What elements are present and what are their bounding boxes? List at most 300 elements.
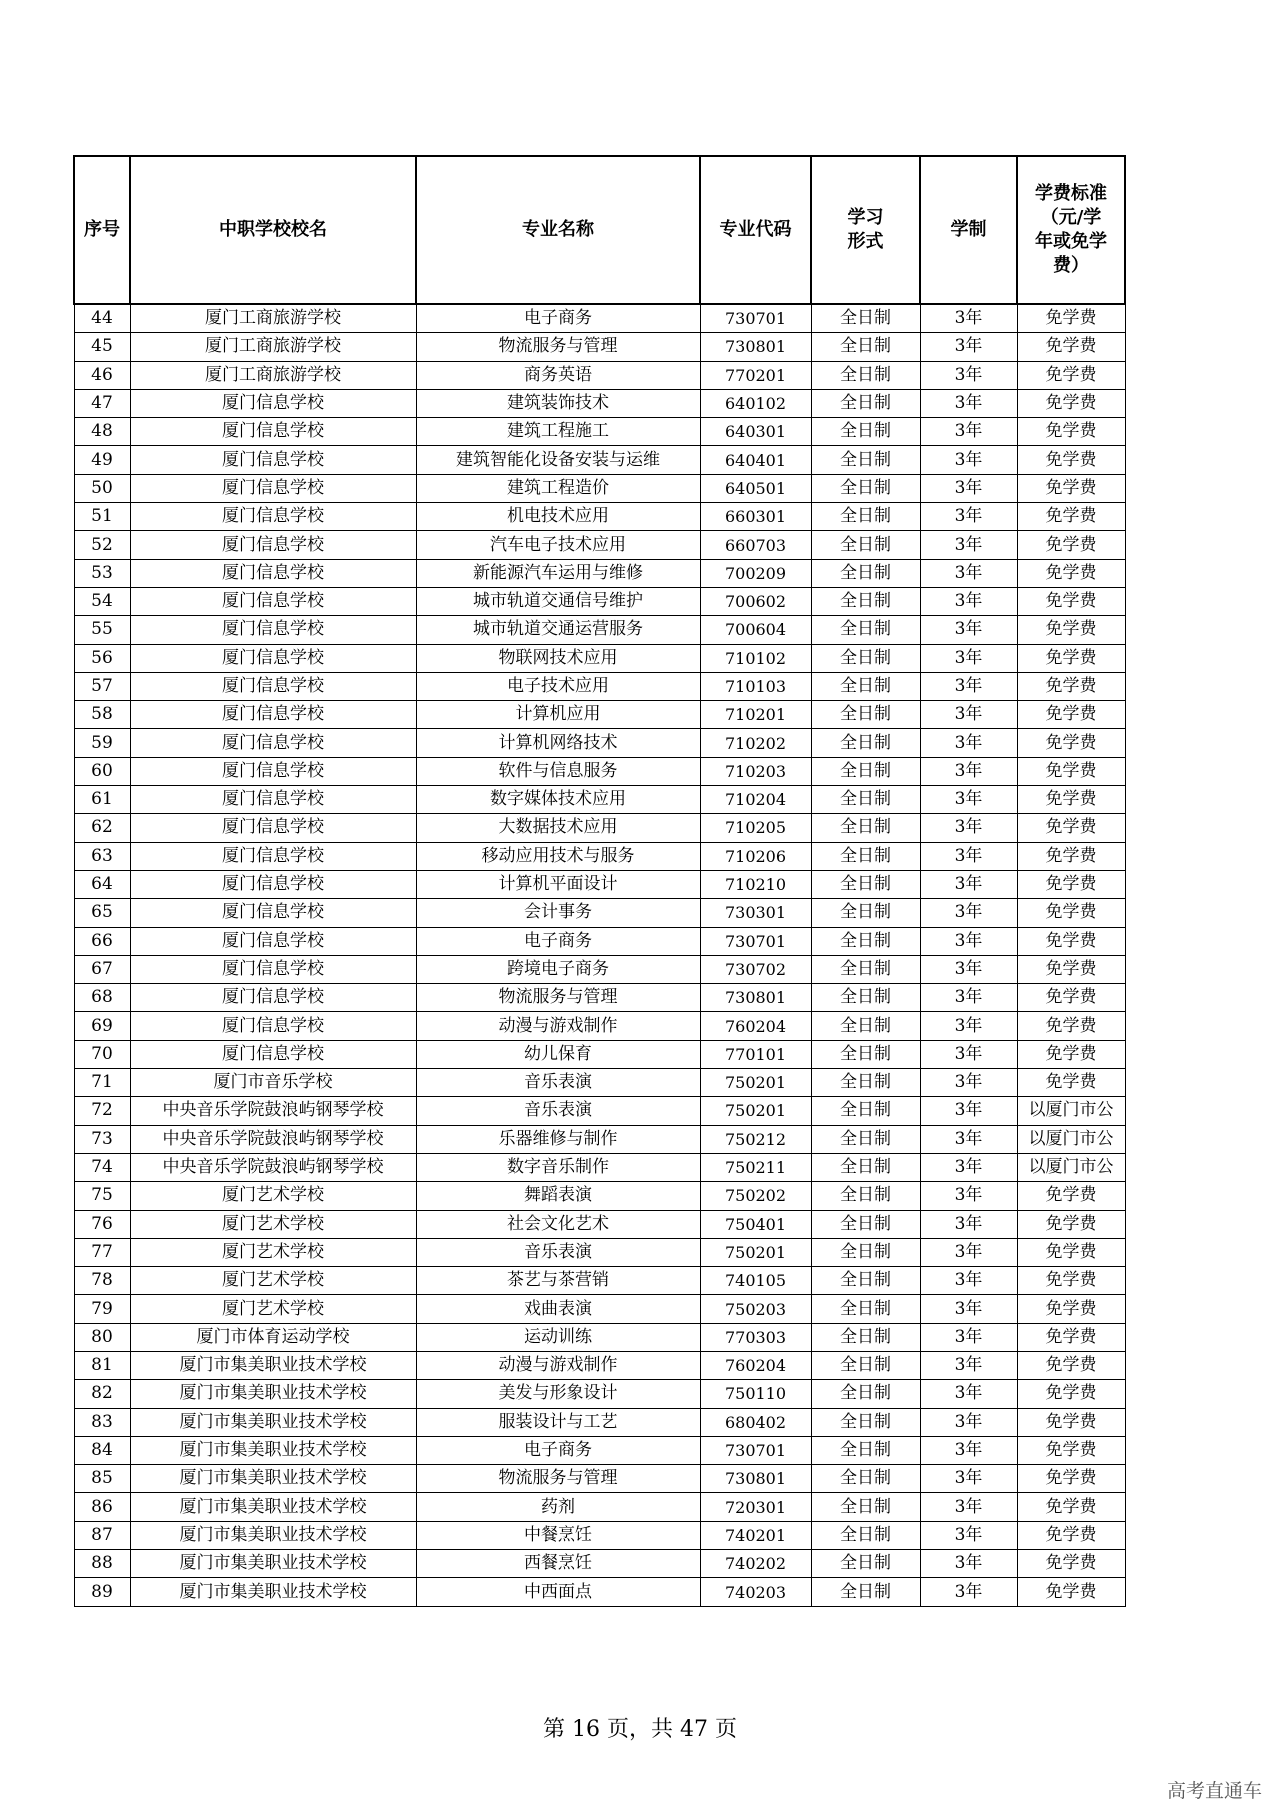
cell-code: 710102 (700, 644, 811, 672)
cell-code: 750110 (700, 1380, 811, 1408)
cell-study-form: 全日制 (811, 361, 920, 389)
cell-no: 77 (74, 1238, 130, 1266)
cell-duration: 3年 (920, 1578, 1017, 1606)
cell-fee: 免学费 (1017, 531, 1125, 559)
cell-fee: 免学费 (1017, 1323, 1125, 1351)
cell-school: 厦门市体育运动学校 (130, 1323, 416, 1351)
cell-duration: 3年 (920, 870, 1017, 898)
cell-fee: 免学费 (1017, 842, 1125, 870)
cell-major: 建筑工程施工 (416, 418, 700, 446)
table-row (74, 1408, 1125, 1436)
cell-fee: 免学费 (1017, 984, 1125, 1012)
cell-major: 动漫与游戏制作 (416, 1351, 700, 1379)
cell-major: 社会文化艺术 (416, 1210, 700, 1238)
cell-study-form: 全日制 (811, 814, 920, 842)
cell-major: 物流服务与管理 (416, 333, 700, 361)
cell-fee: 免学费 (1017, 729, 1125, 757)
cell-code: 750201 (700, 1097, 811, 1125)
cell-duration: 3年 (920, 842, 1017, 870)
cell-fee: 免学费 (1017, 503, 1125, 531)
cell-study-form: 全日制 (811, 955, 920, 983)
table-row (74, 1125, 1125, 1153)
cell-school: 厦门信息学校 (130, 729, 416, 757)
cell-school: 厦门信息学校 (130, 701, 416, 729)
table-row (74, 304, 1125, 333)
cell-no: 83 (74, 1408, 130, 1436)
table-row (74, 1267, 1125, 1295)
header-fee-line2: （元/学 (1040, 207, 1102, 228)
cell-no: 85 (74, 1465, 130, 1493)
table-row (74, 1069, 1125, 1097)
cell-no: 48 (74, 418, 130, 446)
table-row (74, 955, 1125, 983)
table-row (74, 842, 1125, 870)
cell-no: 60 (74, 757, 130, 785)
cell-code: 640501 (700, 474, 811, 502)
cell-major: 动漫与游戏制作 (416, 1012, 700, 1040)
cell-no: 74 (74, 1153, 130, 1181)
table-row (74, 1351, 1125, 1379)
cell-study-form: 全日制 (811, 1380, 920, 1408)
header-study-form-line2: 形式 (847, 231, 884, 252)
cell-fee: 免学费 (1017, 1465, 1125, 1493)
cell-duration: 3年 (920, 389, 1017, 417)
cell-fee: 免学费 (1017, 304, 1125, 333)
cell-fee: 免学费 (1017, 927, 1125, 955)
cell-major: 移动应用技术与服务 (416, 842, 700, 870)
cell-major: 计算机应用 (416, 701, 700, 729)
cell-study-form: 全日制 (811, 1097, 920, 1125)
cell-fee: 免学费 (1017, 1408, 1125, 1436)
cell-school: 厦门信息学校 (130, 1040, 416, 1068)
cell-no: 84 (74, 1436, 130, 1464)
table-row (74, 1380, 1125, 1408)
cell-school: 厦门信息学校 (130, 842, 416, 870)
cell-duration: 3年 (920, 1521, 1017, 1549)
table-row (74, 1097, 1125, 1125)
table-row (74, 1550, 1125, 1578)
page-number: 第 16 页，共 47 页 (543, 1717, 737, 1742)
cell-study-form: 全日制 (811, 1210, 920, 1238)
cell-study-form: 全日制 (811, 418, 920, 446)
table-row (74, 1040, 1125, 1068)
cell-major: 电子商务 (416, 304, 700, 333)
cell-code: 730801 (700, 984, 811, 1012)
cell-no: 87 (74, 1521, 130, 1549)
cell-code: 730801 (700, 1465, 811, 1493)
cell-study-form: 全日制 (811, 389, 920, 417)
cell-school: 厦门信息学校 (130, 418, 416, 446)
table-header (74, 156, 1125, 304)
cell-fee: 免学费 (1017, 786, 1125, 814)
cell-school: 厦门信息学校 (130, 559, 416, 587)
cell-school: 厦门信息学校 (130, 616, 416, 644)
cell-no: 66 (74, 927, 130, 955)
cell-study-form: 全日制 (811, 304, 920, 333)
cell-code: 750212 (700, 1125, 811, 1153)
cell-major: 乐器维修与制作 (416, 1125, 700, 1153)
cell-code: 700602 (700, 587, 811, 615)
cell-code: 740202 (700, 1550, 811, 1578)
cell-school: 厦门信息学校 (130, 503, 416, 531)
cell-no: 81 (74, 1351, 130, 1379)
cell-school: 厦门市集美职业技术学校 (130, 1578, 416, 1606)
cell-code: 730701 (700, 1436, 811, 1464)
cell-no: 59 (74, 729, 130, 757)
cell-code: 740203 (700, 1578, 811, 1606)
cell-fee: 免学费 (1017, 389, 1125, 417)
cell-study-form: 全日制 (811, 616, 920, 644)
cell-school: 厦门市集美职业技术学校 (130, 1465, 416, 1493)
cell-school: 厦门艺术学校 (130, 1182, 416, 1210)
cell-code: 640301 (700, 418, 811, 446)
cell-study-form: 全日制 (811, 1408, 920, 1436)
cell-no: 69 (74, 1012, 130, 1040)
cell-no: 46 (74, 361, 130, 389)
cell-study-form: 全日制 (811, 701, 920, 729)
cell-code: 700604 (700, 616, 811, 644)
cell-duration: 3年 (920, 644, 1017, 672)
cell-duration: 3年 (920, 1097, 1017, 1125)
cell-study-form: 全日制 (811, 1351, 920, 1379)
header-study-form-line1: 学习 (847, 207, 884, 228)
header-school: 中职学校校名 (130, 156, 416, 304)
cell-code: 660301 (700, 503, 811, 531)
cell-duration: 3年 (920, 786, 1017, 814)
cell-fee: 免学费 (1017, 757, 1125, 785)
cell-fee: 免学费 (1017, 701, 1125, 729)
cell-no: 73 (74, 1125, 130, 1153)
cell-fee: 以厦门市公 (1017, 1125, 1125, 1153)
table-row (74, 361, 1125, 389)
cell-fee: 以厦门市公 (1017, 1097, 1125, 1125)
cell-major: 计算机平面设计 (416, 870, 700, 898)
cell-duration: 3年 (920, 1436, 1017, 1464)
cell-study-form: 全日制 (811, 503, 920, 531)
cell-duration: 3年 (920, 1493, 1017, 1521)
cell-code: 750211 (700, 1153, 811, 1181)
table-row (74, 1521, 1125, 1549)
cell-major: 跨境电子商务 (416, 955, 700, 983)
cell-fee: 免学费 (1017, 1493, 1125, 1521)
header-fee-line3: 年或免学 (1035, 231, 1107, 252)
table-row (74, 1182, 1125, 1210)
cell-school: 厦门信息学校 (130, 899, 416, 927)
cell-duration: 3年 (920, 1210, 1017, 1238)
cell-school: 厦门信息学校 (130, 786, 416, 814)
cell-duration: 3年 (920, 531, 1017, 559)
cell-code: 710204 (700, 786, 811, 814)
cell-study-form: 全日制 (811, 333, 920, 361)
cell-duration: 3年 (920, 1380, 1017, 1408)
cell-no: 64 (74, 870, 130, 898)
cell-code: 750201 (700, 1069, 811, 1097)
cell-school: 厦门信息学校 (130, 814, 416, 842)
cell-no: 71 (74, 1069, 130, 1097)
cell-school: 厦门信息学校 (130, 870, 416, 898)
cell-duration: 3年 (920, 1295, 1017, 1323)
cell-no: 44 (74, 304, 130, 333)
cell-no: 54 (74, 587, 130, 615)
table-row (74, 927, 1125, 955)
cell-study-form: 全日制 (811, 1323, 920, 1351)
cell-fee: 免学费 (1017, 446, 1125, 474)
cell-duration: 3年 (920, 333, 1017, 361)
cell-study-form: 全日制 (811, 1493, 920, 1521)
table-row (74, 1436, 1125, 1464)
header-study-form (811, 156, 920, 304)
cell-fee: 免学费 (1017, 474, 1125, 502)
cell-school: 厦门信息学校 (130, 389, 416, 417)
table-row (74, 644, 1125, 672)
cell-study-form: 全日制 (811, 644, 920, 672)
table-row (74, 757, 1125, 785)
cell-no: 50 (74, 474, 130, 502)
cell-duration: 3年 (920, 1323, 1017, 1351)
cell-school: 厦门艺术学校 (130, 1210, 416, 1238)
cell-code: 680402 (700, 1408, 811, 1436)
cell-school: 厦门市集美职业技术学校 (130, 1408, 416, 1436)
table-row (74, 729, 1125, 757)
cell-study-form: 全日制 (811, 1521, 920, 1549)
cell-no: 80 (74, 1323, 130, 1351)
cell-no: 75 (74, 1182, 130, 1210)
cell-major: 电子技术应用 (416, 672, 700, 700)
cell-duration: 3年 (920, 1125, 1017, 1153)
cell-code: 730701 (700, 927, 811, 955)
cell-major: 建筑工程造价 (416, 474, 700, 502)
cell-major: 新能源汽车运用与维修 (416, 559, 700, 587)
header-fee (1017, 156, 1125, 304)
cell-study-form: 全日制 (811, 842, 920, 870)
cell-code: 770201 (700, 361, 811, 389)
table-row (74, 1012, 1125, 1040)
cell-duration: 3年 (920, 701, 1017, 729)
cell-code: 710202 (700, 729, 811, 757)
cell-fee: 免学费 (1017, 814, 1125, 842)
table-row (74, 814, 1125, 842)
cell-study-form: 全日制 (811, 474, 920, 502)
cell-code: 710206 (700, 842, 811, 870)
cell-study-form: 全日制 (811, 559, 920, 587)
table-row (74, 474, 1125, 502)
cell-fee: 免学费 (1017, 1521, 1125, 1549)
cell-study-form: 全日制 (811, 1550, 920, 1578)
cell-major: 电子商务 (416, 927, 700, 955)
cell-fee: 免学费 (1017, 1380, 1125, 1408)
cell-major: 音乐表演 (416, 1238, 700, 1266)
table-row (74, 333, 1125, 361)
cell-no: 70 (74, 1040, 130, 1068)
cell-major: 计算机网络技术 (416, 729, 700, 757)
cell-fee: 免学费 (1017, 1267, 1125, 1295)
cell-duration: 3年 (920, 955, 1017, 983)
cell-duration: 3年 (920, 587, 1017, 615)
cell-code: 710201 (700, 701, 811, 729)
cell-study-form: 全日制 (811, 587, 920, 615)
cell-study-form: 全日制 (811, 1069, 920, 1097)
cell-school: 厦门市集美职业技术学校 (130, 1521, 416, 1549)
cell-school: 厦门信息学校 (130, 531, 416, 559)
cell-duration: 3年 (920, 814, 1017, 842)
cell-study-form: 全日制 (811, 1125, 920, 1153)
cell-school: 厦门工商旅游学校 (130, 333, 416, 361)
cell-fee: 免学费 (1017, 1578, 1125, 1606)
table-row (74, 870, 1125, 898)
cell-code: 640102 (700, 389, 811, 417)
cell-code: 760204 (700, 1012, 811, 1040)
cell-no: 86 (74, 1493, 130, 1521)
cell-duration: 3年 (920, 1267, 1017, 1295)
cell-major: 药剂 (416, 1493, 700, 1521)
cell-school: 厦门信息学校 (130, 474, 416, 502)
cell-code: 750201 (700, 1238, 811, 1266)
cell-no: 56 (74, 644, 130, 672)
header-no: 序号 (74, 156, 130, 304)
cell-study-form: 全日制 (811, 446, 920, 474)
cell-major: 物流服务与管理 (416, 984, 700, 1012)
cell-school: 厦门市集美职业技术学校 (130, 1493, 416, 1521)
cell-school: 厦门信息学校 (130, 587, 416, 615)
cell-no: 57 (74, 672, 130, 700)
cell-no: 65 (74, 899, 130, 927)
cell-duration: 3年 (920, 1182, 1017, 1210)
cell-duration: 3年 (920, 672, 1017, 700)
table-row (74, 418, 1125, 446)
cell-fee: 免学费 (1017, 1295, 1125, 1323)
cell-major: 中餐烹饪 (416, 1521, 700, 1549)
cell-school: 厦门市集美职业技术学校 (130, 1436, 416, 1464)
cell-fee: 免学费 (1017, 870, 1125, 898)
table-row (74, 446, 1125, 474)
table-row (74, 786, 1125, 814)
cell-study-form: 全日制 (811, 1267, 920, 1295)
cell-study-form: 全日制 (811, 1238, 920, 1266)
cell-no: 55 (74, 616, 130, 644)
cell-no: 72 (74, 1097, 130, 1125)
cell-study-form: 全日制 (811, 531, 920, 559)
cell-fee: 免学费 (1017, 361, 1125, 389)
cell-duration: 3年 (920, 503, 1017, 531)
cell-code: 730701 (700, 304, 811, 333)
cell-study-form: 全日制 (811, 1295, 920, 1323)
cell-fee: 免学费 (1017, 418, 1125, 446)
cell-no: 88 (74, 1550, 130, 1578)
cell-duration: 3年 (920, 446, 1017, 474)
cell-duration: 3年 (920, 1069, 1017, 1097)
cell-duration: 3年 (920, 1550, 1017, 1578)
cell-duration: 3年 (920, 1012, 1017, 1040)
cell-fee: 免学费 (1017, 1012, 1125, 1040)
cell-school: 厦门信息学校 (130, 644, 416, 672)
cell-school: 厦门工商旅游学校 (130, 304, 416, 333)
cell-major: 建筑智能化设备安装与运维 (416, 446, 700, 474)
cell-school: 厦门艺术学校 (130, 1295, 416, 1323)
cell-fee: 免学费 (1017, 1182, 1125, 1210)
cell-major: 机电技术应用 (416, 503, 700, 531)
cell-school: 厦门市集美职业技术学校 (130, 1351, 416, 1379)
cell-code: 660703 (700, 531, 811, 559)
cell-duration: 3年 (920, 474, 1017, 502)
cell-duration: 3年 (920, 559, 1017, 587)
cell-code: 640401 (700, 446, 811, 474)
header-major: 专业名称 (416, 156, 700, 304)
cell-school: 厦门市集美职业技术学校 (130, 1380, 416, 1408)
cell-fee: 免学费 (1017, 644, 1125, 672)
cell-code: 750401 (700, 1210, 811, 1238)
cell-study-form: 全日制 (811, 984, 920, 1012)
cell-no: 52 (74, 531, 130, 559)
cell-fee: 免学费 (1017, 1550, 1125, 1578)
cell-study-form: 全日制 (811, 927, 920, 955)
cell-major: 运动训练 (416, 1323, 700, 1351)
table-row (74, 1465, 1125, 1493)
table-row (74, 389, 1125, 417)
table-row (74, 1153, 1125, 1181)
cell-code: 700209 (700, 559, 811, 587)
cell-code: 770101 (700, 1040, 811, 1068)
header-duration: 学制 (920, 156, 1017, 304)
cell-duration: 3年 (920, 1040, 1017, 1068)
cell-study-form: 全日制 (811, 1153, 920, 1181)
cell-code: 710210 (700, 870, 811, 898)
table-row (74, 559, 1125, 587)
cell-school: 厦门信息学校 (130, 1012, 416, 1040)
cell-major: 服装设计与工艺 (416, 1408, 700, 1436)
cell-school: 厦门市集美职业技术学校 (130, 1550, 416, 1578)
cell-no: 68 (74, 984, 130, 1012)
cell-major: 物联网技术应用 (416, 644, 700, 672)
cell-major: 电子商务 (416, 1436, 700, 1464)
cell-major: 建筑装饰技术 (416, 389, 700, 417)
cell-fee: 免学费 (1017, 1351, 1125, 1379)
cell-fee: 免学费 (1017, 587, 1125, 615)
cell-school: 厦门艺术学校 (130, 1238, 416, 1266)
cell-school: 厦门市音乐学校 (130, 1069, 416, 1097)
cell-no: 53 (74, 559, 130, 587)
cell-no: 61 (74, 786, 130, 814)
cell-major: 商务英语 (416, 361, 700, 389)
cell-duration: 3年 (920, 418, 1017, 446)
cell-duration: 3年 (920, 1465, 1017, 1493)
cell-study-form: 全日制 (811, 899, 920, 927)
cell-fee: 免学费 (1017, 899, 1125, 927)
cell-fee: 免学费 (1017, 955, 1125, 983)
cell-school: 中央音乐学院鼓浪屿钢琴学校 (130, 1125, 416, 1153)
cell-major: 西餐烹饪 (416, 1550, 700, 1578)
cell-major: 戏曲表演 (416, 1295, 700, 1323)
cell-duration: 3年 (920, 361, 1017, 389)
cell-no: 82 (74, 1380, 130, 1408)
cell-duration: 3年 (920, 1408, 1017, 1436)
cell-code: 730801 (700, 333, 811, 361)
cell-fee: 免学费 (1017, 1238, 1125, 1266)
cell-no: 45 (74, 333, 130, 361)
cell-study-form: 全日制 (811, 1436, 920, 1464)
cell-no: 76 (74, 1210, 130, 1238)
cell-study-form: 全日制 (811, 1012, 920, 1040)
cell-duration: 3年 (920, 899, 1017, 927)
cell-major: 城市轨道交通运营服务 (416, 616, 700, 644)
table-row (74, 616, 1125, 644)
table-row (74, 587, 1125, 615)
cell-code: 710205 (700, 814, 811, 842)
cell-duration: 3年 (920, 1238, 1017, 1266)
cell-code: 750202 (700, 1182, 811, 1210)
cell-study-form: 全日制 (811, 729, 920, 757)
table-body (74, 304, 1125, 1606)
cell-school: 厦门艺术学校 (130, 1267, 416, 1295)
